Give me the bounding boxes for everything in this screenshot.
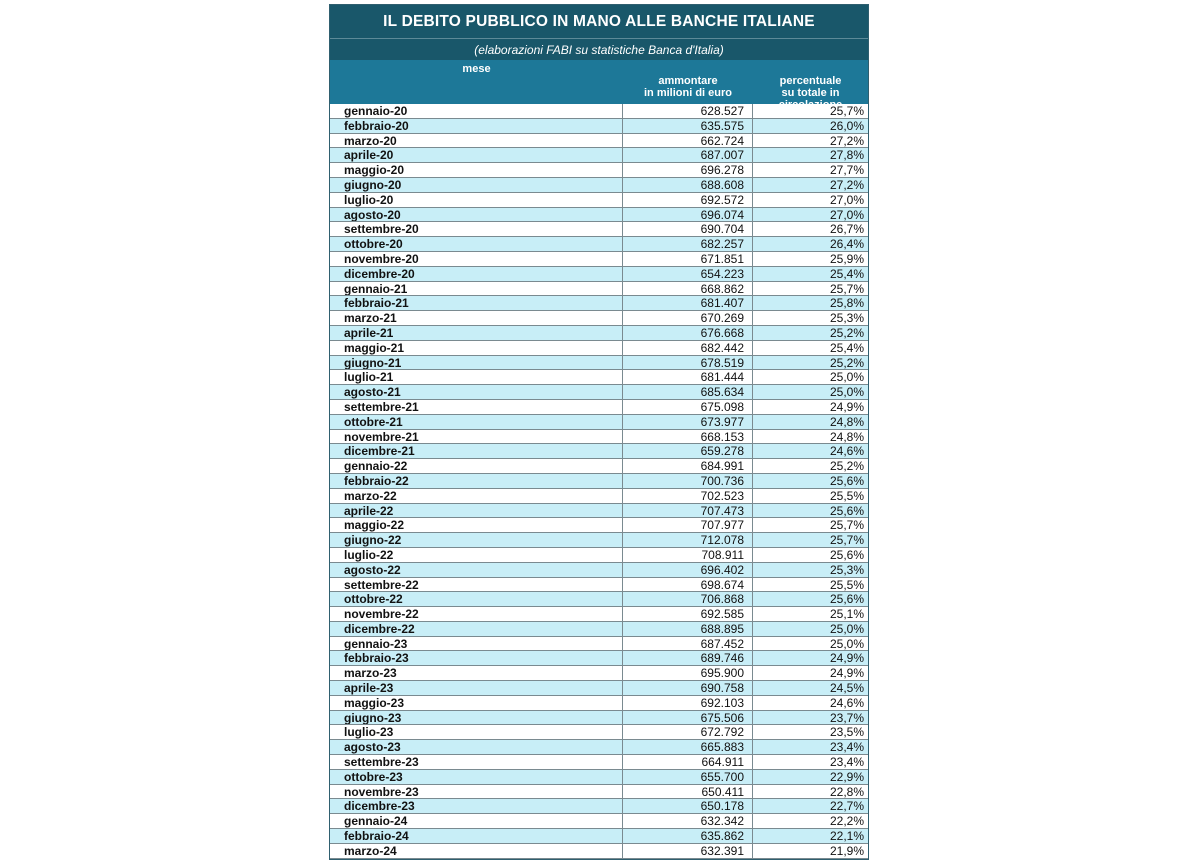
table-title: IL DEBITO PUBBLICO IN MANO ALLE BANCHE ITALIANE bbox=[330, 5, 868, 38]
month-cell: marzo-21 bbox=[330, 311, 623, 325]
percent-cell: 25,5% bbox=[829, 577, 864, 592]
table-row bbox=[330, 533, 868, 548]
percent-cell: 24,9% bbox=[829, 651, 864, 666]
amount-cell: 687.007 bbox=[623, 148, 753, 162]
amount-cell: 664.911 bbox=[623, 755, 753, 769]
percent-cell: 27,0% bbox=[829, 192, 864, 207]
month-cell: maggio-22 bbox=[330, 518, 623, 532]
table-row bbox=[330, 282, 868, 297]
percent-cell: 27,0% bbox=[829, 207, 864, 222]
percent-cell: 27,7% bbox=[829, 163, 864, 177]
percent-cell: 25,6% bbox=[829, 592, 864, 607]
month-cell: giugno-23 bbox=[330, 711, 623, 725]
month-cell: novembre-23 bbox=[330, 785, 623, 799]
month-cell: aprile-21 bbox=[330, 326, 623, 340]
amount-cell: 678.519 bbox=[623, 356, 753, 370]
table-row bbox=[330, 725, 868, 740]
amount-cell: 706.868 bbox=[623, 592, 753, 606]
table-row bbox=[330, 829, 868, 844]
percent-cell: 25,5% bbox=[829, 488, 864, 503]
month-cell: luglio-23 bbox=[330, 725, 623, 739]
month-cell: marzo-23 bbox=[330, 666, 623, 680]
month-cell: ottobre-22 bbox=[330, 592, 623, 606]
table-row bbox=[330, 148, 868, 163]
amount-cell: 628.527 bbox=[623, 104, 753, 118]
amount-cell: 659.278 bbox=[623, 444, 753, 458]
month-cell: marzo-24 bbox=[330, 844, 623, 858]
month-cell: gennaio-22 bbox=[330, 459, 623, 473]
percent-cell: 23,4% bbox=[829, 755, 864, 769]
table-row bbox=[330, 666, 868, 681]
month-cell: febbraio-22 bbox=[330, 474, 623, 488]
month-cell: giugno-21 bbox=[330, 356, 623, 370]
amount-cell: 692.585 bbox=[623, 607, 753, 621]
percent-cell: 25,7% bbox=[829, 281, 864, 296]
percent-cell: 27,2% bbox=[829, 133, 864, 148]
amount-cell: 698.674 bbox=[623, 578, 753, 592]
amount-cell: 676.668 bbox=[623, 326, 753, 340]
month-cell: dicembre-21 bbox=[330, 444, 623, 458]
amount-cell: 668.862 bbox=[623, 282, 753, 296]
percent-cell: 25,6% bbox=[829, 503, 864, 518]
table-body bbox=[330, 104, 868, 859]
month-cell: giugno-20 bbox=[330, 178, 623, 192]
amount-cell: 682.442 bbox=[623, 341, 753, 355]
percent-cell: 25,6% bbox=[829, 547, 864, 562]
table-row bbox=[330, 178, 868, 193]
percent-cell: 25,3% bbox=[829, 562, 864, 577]
month-cell: giugno-22 bbox=[330, 533, 623, 547]
amount-cell: 635.862 bbox=[623, 829, 753, 843]
percent-cell: 24,9% bbox=[829, 399, 864, 414]
percent-cell: 25,6% bbox=[829, 473, 864, 488]
month-cell: maggio-21 bbox=[330, 341, 623, 355]
table-row bbox=[330, 134, 868, 149]
percent-cell: 25,2% bbox=[829, 355, 864, 370]
amount-cell: 692.572 bbox=[623, 193, 753, 207]
table-row bbox=[330, 208, 868, 223]
percent-cell: 25,2% bbox=[829, 325, 864, 340]
amount-cell: 681.407 bbox=[623, 296, 753, 310]
amount-cell: 708.911 bbox=[623, 548, 753, 562]
table-row bbox=[330, 474, 868, 489]
month-cell: marzo-20 bbox=[330, 134, 623, 148]
month-cell: febbraio-21 bbox=[330, 296, 623, 310]
percent-cell: 23,4% bbox=[829, 740, 864, 755]
month-cell: febbraio-24 bbox=[330, 829, 623, 843]
table-row bbox=[330, 370, 868, 385]
table-row bbox=[330, 430, 868, 445]
percent-cell: 25,0% bbox=[829, 370, 864, 385]
table-row bbox=[330, 444, 868, 459]
amount-cell: 675.506 bbox=[623, 711, 753, 725]
percent-cell: 24,6% bbox=[829, 695, 864, 710]
month-cell: luglio-21 bbox=[330, 370, 623, 384]
amount-cell: 707.977 bbox=[623, 518, 753, 532]
amount-cell: 688.895 bbox=[623, 622, 753, 636]
table-row bbox=[330, 296, 868, 311]
month-cell: ottobre-21 bbox=[330, 415, 623, 429]
amount-cell: 650.178 bbox=[623, 799, 753, 813]
table-row bbox=[330, 356, 868, 371]
percent-cell: 25,8% bbox=[829, 296, 864, 311]
month-cell: gennaio-20 bbox=[330, 104, 623, 118]
debt-table bbox=[329, 4, 869, 860]
month-cell: settembre-20 bbox=[330, 222, 623, 236]
table-row bbox=[330, 267, 868, 282]
amount-cell: 692.103 bbox=[623, 696, 753, 710]
amount-cell: 654.223 bbox=[623, 267, 753, 281]
month-cell: novembre-21 bbox=[330, 430, 623, 444]
table-row bbox=[330, 518, 868, 533]
amount-cell: 696.278 bbox=[623, 163, 753, 177]
amount-cell: 689.746 bbox=[623, 651, 753, 665]
table-row bbox=[330, 311, 868, 326]
table-row bbox=[330, 504, 868, 519]
percent-cell: 25,4% bbox=[829, 340, 864, 355]
table-row bbox=[330, 400, 868, 415]
table-row bbox=[330, 740, 868, 755]
table-row bbox=[330, 563, 868, 578]
percent-cell: 24,5% bbox=[829, 681, 864, 695]
table-row bbox=[330, 844, 868, 859]
table-row bbox=[330, 785, 868, 800]
amount-cell: 712.078 bbox=[623, 533, 753, 547]
amount-cell: 690.758 bbox=[623, 681, 753, 695]
amount-cell: 655.700 bbox=[623, 770, 753, 784]
month-cell: gennaio-24 bbox=[330, 814, 623, 828]
table-row bbox=[330, 651, 868, 666]
percent-cell: 22,7% bbox=[829, 799, 864, 814]
table-row bbox=[330, 193, 868, 208]
table-row bbox=[330, 637, 868, 652]
amount-cell: 650.411 bbox=[623, 785, 753, 799]
header-month-label: mese bbox=[462, 63, 491, 75]
table-row bbox=[330, 104, 868, 119]
month-cell: dicembre-23 bbox=[330, 799, 623, 813]
amount-cell: 700.736 bbox=[623, 474, 753, 488]
month-cell: novembre-20 bbox=[330, 252, 623, 266]
table-row bbox=[330, 163, 868, 178]
table-row bbox=[330, 326, 868, 341]
percent-cell: 25,9% bbox=[829, 251, 864, 266]
month-cell: ottobre-20 bbox=[330, 237, 623, 251]
table-row bbox=[330, 755, 868, 770]
percent-cell: 22,8% bbox=[829, 784, 864, 799]
percent-cell: 23,7% bbox=[829, 710, 864, 725]
table-row bbox=[330, 459, 868, 474]
month-cell: agosto-23 bbox=[330, 740, 623, 754]
month-cell: luglio-20 bbox=[330, 193, 623, 207]
month-cell: agosto-22 bbox=[330, 563, 623, 577]
amount-cell: 632.391 bbox=[623, 844, 753, 858]
percent-cell: 23,5% bbox=[829, 725, 864, 740]
percent-cell: 25,2% bbox=[829, 459, 864, 473]
percent-cell: 25,0% bbox=[829, 621, 864, 636]
amount-cell: 687.452 bbox=[623, 637, 753, 651]
table-row bbox=[330, 341, 868, 356]
amount-cell: 681.444 bbox=[623, 370, 753, 384]
amount-cell: 684.991 bbox=[623, 459, 753, 473]
table-row bbox=[330, 119, 868, 134]
percent-cell: 24,6% bbox=[829, 444, 864, 459]
table-row bbox=[330, 622, 868, 637]
header-percent-label: percentuale su totale in circolazione bbox=[778, 75, 843, 111]
amount-cell: 696.402 bbox=[623, 563, 753, 577]
month-cell: febbraio-23 bbox=[330, 651, 623, 665]
percent-cell: 24,8% bbox=[829, 414, 864, 429]
percent-cell: 25,0% bbox=[829, 636, 864, 651]
amount-cell: 671.851 bbox=[623, 252, 753, 266]
percent-cell: 24,9% bbox=[829, 666, 864, 681]
percent-cell: 27,8% bbox=[829, 148, 864, 163]
amount-cell: 707.473 bbox=[623, 504, 753, 518]
month-cell: novembre-22 bbox=[330, 607, 623, 621]
percent-cell: 25,3% bbox=[829, 311, 864, 325]
table-subtitle: (elaborazioni FABI su statistiche Banca d'Italia) bbox=[330, 38, 868, 60]
percent-cell: 26,0% bbox=[829, 118, 864, 133]
header-amount bbox=[623, 60, 753, 104]
percent-cell: 25,7% bbox=[829, 518, 864, 533]
month-cell: marzo-22 bbox=[330, 489, 623, 503]
table-row bbox=[330, 770, 868, 785]
month-cell: settembre-21 bbox=[330, 400, 623, 414]
month-cell: dicembre-20 bbox=[330, 267, 623, 281]
amount-cell: 632.342 bbox=[623, 814, 753, 828]
percent-cell: 25,0% bbox=[829, 385, 864, 399]
percent-cell: 25,7% bbox=[829, 104, 864, 118]
month-cell: aprile-22 bbox=[330, 504, 623, 518]
table-row bbox=[330, 592, 868, 607]
percent-cell: 26,4% bbox=[829, 237, 864, 251]
month-cell: luglio-22 bbox=[330, 548, 623, 562]
table-row bbox=[330, 415, 868, 430]
table-row bbox=[330, 489, 868, 504]
month-cell: ottobre-23 bbox=[330, 770, 623, 784]
month-cell: agosto-21 bbox=[330, 385, 623, 399]
percent-cell: 25,7% bbox=[829, 533, 864, 547]
amount-cell: 682.257 bbox=[623, 237, 753, 251]
table-row bbox=[330, 799, 868, 814]
month-cell: settembre-23 bbox=[330, 755, 623, 769]
month-cell: aprile-23 bbox=[330, 681, 623, 695]
month-cell: maggio-20 bbox=[330, 163, 623, 177]
amount-cell: 635.575 bbox=[623, 119, 753, 133]
table-row bbox=[330, 548, 868, 563]
amount-cell: 665.883 bbox=[623, 740, 753, 754]
table-row bbox=[330, 607, 868, 622]
amount-cell: 672.792 bbox=[623, 725, 753, 739]
month-cell: maggio-23 bbox=[330, 696, 623, 710]
month-cell: dicembre-22 bbox=[330, 622, 623, 636]
month-cell: febbraio-20 bbox=[330, 119, 623, 133]
amount-cell: 688.608 bbox=[623, 178, 753, 192]
table-row bbox=[330, 222, 868, 237]
month-cell: aprile-20 bbox=[330, 148, 623, 162]
table-row bbox=[330, 696, 868, 711]
percent-cell: 27,2% bbox=[829, 177, 864, 192]
table-row bbox=[330, 578, 868, 593]
month-cell: settembre-22 bbox=[330, 578, 623, 592]
table-row bbox=[330, 252, 868, 267]
month-cell: agosto-20 bbox=[330, 208, 623, 222]
amount-cell: 668.153 bbox=[623, 430, 753, 444]
month-cell: gennaio-21 bbox=[330, 282, 623, 296]
percent-cell: 25,1% bbox=[829, 607, 864, 621]
percent-cell: 24,8% bbox=[829, 429, 864, 444]
amount-cell: 696.074 bbox=[623, 208, 753, 222]
amount-cell: 662.724 bbox=[623, 134, 753, 148]
percent-cell: 22,2% bbox=[829, 814, 864, 829]
amount-cell: 690.704 bbox=[623, 222, 753, 236]
amount-cell: 670.269 bbox=[623, 311, 753, 325]
percent-cell: 25,4% bbox=[829, 266, 864, 281]
header-month bbox=[330, 60, 623, 104]
amount-cell: 685.634 bbox=[623, 385, 753, 399]
percent-cell: 26,7% bbox=[829, 222, 864, 237]
amount-cell: 675.098 bbox=[623, 400, 753, 414]
table-row bbox=[330, 711, 868, 726]
table-row bbox=[330, 385, 868, 400]
table-row bbox=[330, 814, 868, 829]
percent-cell: 22,1% bbox=[829, 829, 864, 843]
month-cell: gennaio-23 bbox=[330, 637, 623, 651]
percent-cell: 22,9% bbox=[829, 769, 864, 784]
percent-cell: 21,9% bbox=[829, 843, 864, 858]
amount-cell: 673.977 bbox=[623, 415, 753, 429]
amount-cell: 702.523 bbox=[623, 489, 753, 503]
table-row bbox=[330, 237, 868, 252]
header-amount-label: ammontare in milioni di euro bbox=[644, 75, 732, 99]
table-row bbox=[330, 681, 868, 696]
amount-cell: 695.900 bbox=[623, 666, 753, 680]
